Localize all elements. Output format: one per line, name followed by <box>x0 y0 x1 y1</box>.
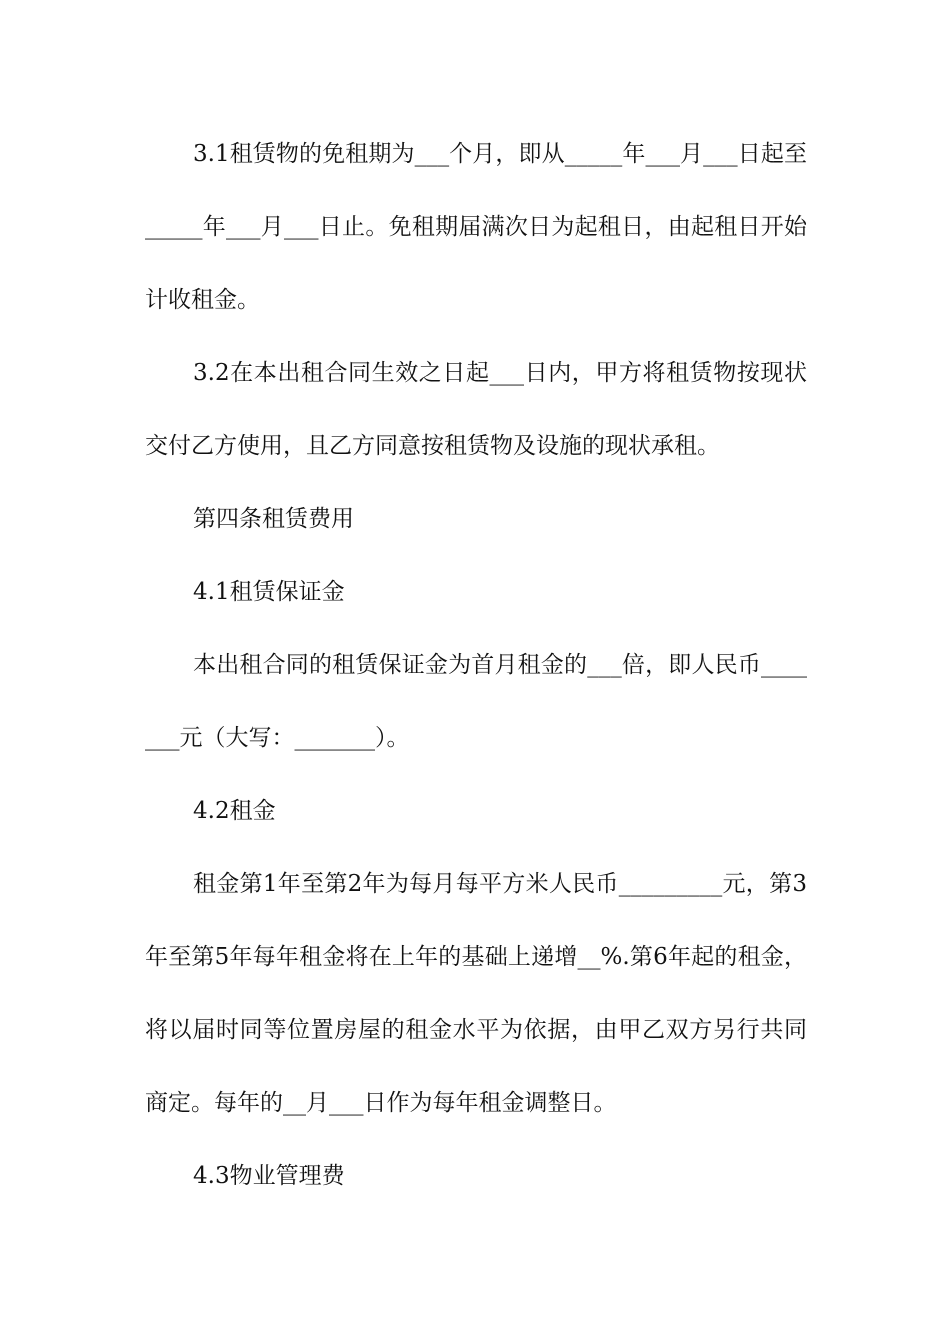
clause-3-2-delivery: 3.2在本出租合同生效之日起___日内，甲方将租赁物按现状交付乙方使用，且乙方同意按租赁物及设施的现状承租。 <box>145 360 807 459</box>
clause-4-2-rent-text: 租金第1年至第2年为每月每平方米人民币_________元，第3年至第5年每年租金将在上年的基础上递增__%.第6年起的租金，将以届时同等位置房屋的租金水平为依据，由甲乙双方另行共同商定。每年的__月___日作为每年租金调整日。 <box>145 871 807 1116</box>
clause-4-1-deposit-text: 本出租合同的租赁保证金为首月租金的___倍，即人民币_______元（大写：_______）。 <box>145 652 807 751</box>
clause-3-1-rent-free-period: 3.1租赁物的免租期为___个月，即从_____年___月___日起至_____年___月___日止。免租期届满次日为起租日，由起租日开始计收租金。 <box>145 141 807 313</box>
document-page <box>145 118 807 1213</box>
clause-4-3-heading: 4.3物业管理费 <box>193 1163 345 1189</box>
clause-4-2-heading: 4.2租金 <box>193 798 276 824</box>
clause-4-1-heading: 4.1租赁保证金 <box>193 579 345 605</box>
article-4-heading: 第四条租赁费用 <box>193 506 354 532</box>
